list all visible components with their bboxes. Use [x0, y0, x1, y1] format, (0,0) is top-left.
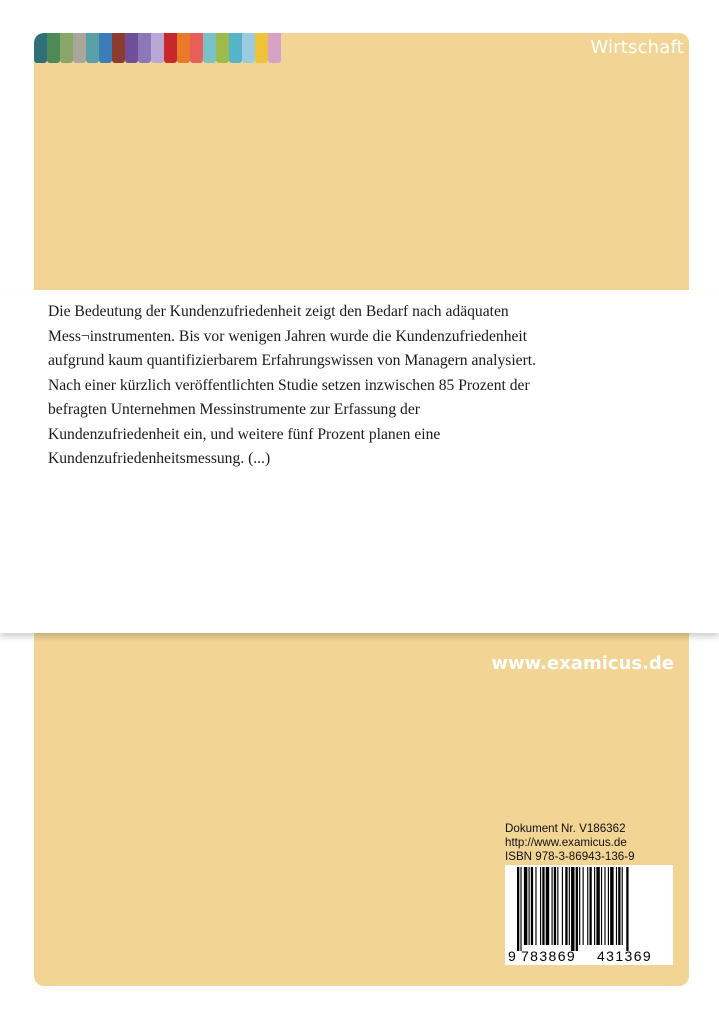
barcode-bar [571, 867, 574, 951]
barcode-bar [594, 867, 595, 945]
barcode-bar [579, 867, 580, 945]
barcode-bar [524, 867, 527, 945]
barcode-bar [565, 867, 567, 945]
barcode-bar [520, 867, 521, 951]
barcode-bar [517, 867, 519, 951]
barcode-bar [601, 867, 602, 945]
isbn: ISBN 978-3-86943-136-9 [505, 850, 635, 863]
document-number: Dokument Nr. V186362 [505, 822, 626, 835]
color-stripe [112, 33, 125, 63]
barcode-bar [604, 867, 605, 945]
barcode-bar [618, 867, 620, 945]
color-stripe [164, 33, 177, 63]
barcode-bar [562, 867, 563, 945]
color-stripe [177, 33, 190, 63]
color-stripe [203, 33, 216, 63]
color-stripe [229, 33, 242, 63]
blurb-line: aufgrund kaum quantifizierbarem Erfahrungswissen von Managern analysiert. [48, 352, 537, 369]
color-stripe [47, 33, 60, 63]
barcode-bar [569, 867, 570, 945]
barcode-bar [626, 867, 628, 951]
barcode-bar [596, 867, 599, 945]
blurb-line: Die Bedeutung der Kundenzufriedenheit zeigt den Bedarf nach adäquaten [48, 303, 509, 320]
barcode-bar [557, 867, 558, 945]
barcode-bar [587, 867, 588, 945]
barcode-digit-first: 9 [508, 948, 516, 964]
barcode-bar [552, 867, 553, 945]
document-meta [505, 822, 635, 864]
barcode-bar [535, 867, 536, 945]
barcode [505, 865, 673, 965]
blurb-line: Mess¬instrumenten. Bis vor wenigen Jahren wurde die Kundenzufriedenheit [48, 327, 528, 345]
color-stripe [86, 33, 99, 63]
barcode-digits-right: 431369 [597, 948, 653, 964]
color-stripes [34, 33, 281, 63]
barcode-bar [554, 867, 556, 945]
blurb-line: befragten Unternehmen Messinstrumente zur Erfassung der [48, 401, 420, 418]
color-stripe [73, 33, 86, 63]
barcode-bar [583, 867, 584, 945]
color-stripe [190, 33, 203, 63]
color-stripe [268, 33, 281, 63]
barcode-bar [622, 867, 623, 945]
color-stripe [216, 33, 229, 63]
publisher-website[interactable]: www.examicus.de [491, 653, 674, 674]
document-url[interactable]: http://www.examicus.de [505, 836, 627, 849]
color-stripe [138, 33, 151, 63]
barcode-bar [529, 867, 530, 945]
blurb-line: Kundenzufriedenheitsmessung. (...) [48, 450, 271, 467]
color-stripe [125, 33, 138, 63]
barcode-bar [546, 867, 549, 945]
barcode-bar [540, 867, 541, 945]
color-stripe [60, 33, 73, 63]
barcode-bar [531, 867, 533, 945]
color-stripe [255, 33, 268, 63]
blurb-line: Kundenzufriedenheit ein, und weitere fünf Prozent planen eine [48, 425, 441, 443]
barcode-bar [589, 867, 591, 945]
color-stripe [151, 33, 164, 63]
color-stripe [242, 33, 255, 63]
barcode-bar [616, 867, 617, 945]
barcode-bar [610, 867, 613, 945]
blurb-text [48, 300, 658, 472]
color-stripe [34, 33, 47, 63]
barcode-bar [608, 867, 609, 945]
category-label: Wirtschaft [590, 37, 684, 58]
barcode-digits-left: 783869 [521, 948, 577, 964]
barcode-bar [576, 867, 578, 951]
barcode-bar [542, 867, 544, 945]
blurb-line: Nach einer kürzlich veröffentlichten Studie setzen inzwischen 85 Prozent der [48, 376, 530, 394]
color-stripe [99, 33, 112, 63]
